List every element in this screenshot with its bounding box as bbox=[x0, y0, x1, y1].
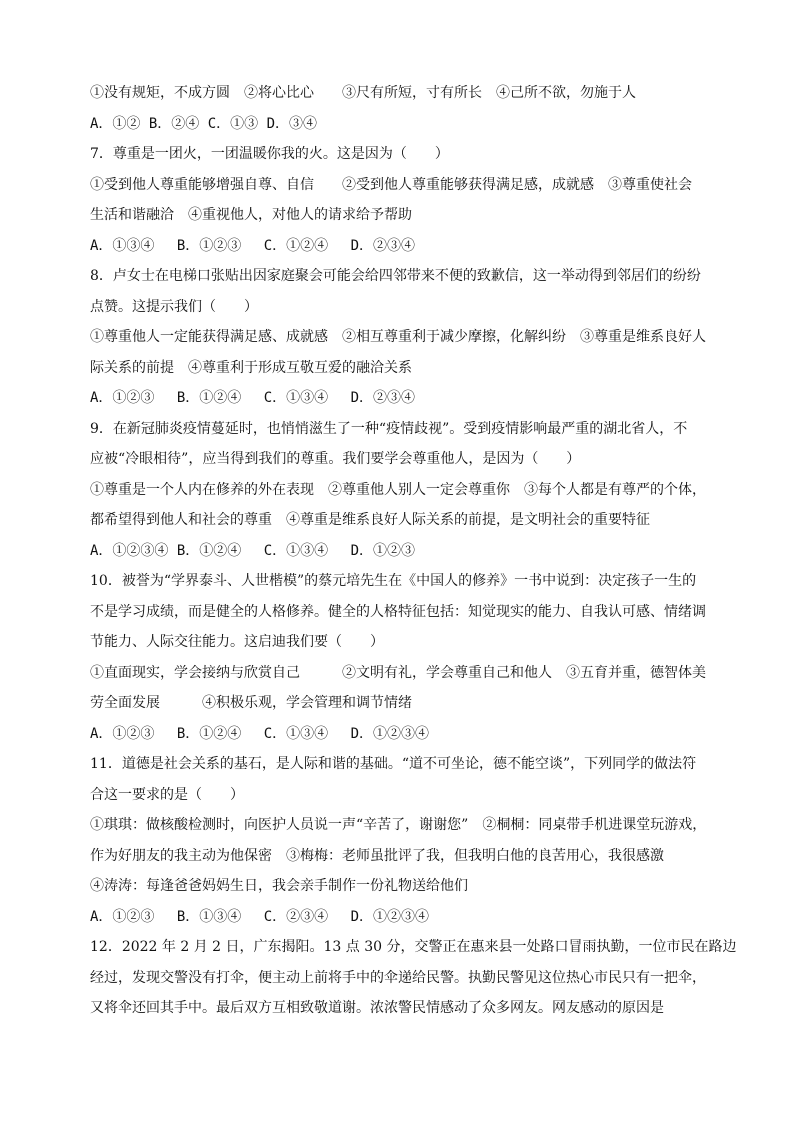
exam-page bbox=[90, 78, 737, 1024]
q9-statements-line1: ①尊重是一个人内在修养的外在表现 ②尊重他人别人一定会尊重你 ③每个人都是有尊严的个体， bbox=[90, 481, 706, 498]
q10-stem-line1: 10．被誉为“学界泰斗、人世楷模”的蔡元培先生在《中国人的修养》一书中说到：决定孩子一生的 bbox=[90, 573, 697, 589]
q10-stem-line2: 不是学习成绩，而是健全的人格修养。健全的人格特征包括：知觉现实的能力、自我认可感、情绪调 bbox=[90, 603, 706, 620]
q8-stem-line1: 8．卢女士在电梯口张贴出因家庭聚会可能会给四邻带来不便的致歉信，这一举动得到邻居们的纷纷 bbox=[90, 268, 701, 284]
q7-statements-line1: ①受到他人尊重能够增强自尊、自信 ②受到他人尊重能够获得满足感，成就感 ③尊重使社会 bbox=[90, 176, 692, 193]
q9-stem-line1: 9．在新冠肺炎疫情蔓延时，也悄悄滋生了一种“疫情歧视”。受到疫情影响最严重的湖北省人，不 bbox=[90, 420, 688, 437]
q9-stem-line2: 应被“冷眼相待”，应当得到我们的尊重。我们要学会尊重他人，是因为（ ） bbox=[90, 451, 581, 467]
q12-stem-line1: 12．2022 年 2 月 2 日，广东揭阳。13 点 30 分，交警正在惠来县一处路口冒雨执勤，一位市民在路边 bbox=[90, 939, 737, 955]
q10-statements-line1: ①直面现实，学会接纳与欣赏自己 ②文明有礼，学会尊重自己和他人 ③五育并重，德智体美 bbox=[90, 664, 706, 681]
q7-options: A．①③④ B．①②③ C．①②④ D．②③④ bbox=[90, 237, 415, 254]
q11-statements-line1: ①琪琪：做核酸检测时，向医护人员说一声“辛苦了，谢谢您” ②桐桐：同桌带手机进课堂玩游戏， bbox=[90, 817, 707, 833]
q8-stem-line2: 点赞。这提示我们（ ） bbox=[90, 298, 258, 315]
q11-options: A．①②③ B．①③④ C．②③④ D．①②③④ bbox=[90, 908, 429, 925]
q8-statements-line1: ①尊重他人一定能获得满足感、成就感 ②相互尊重利于减少摩擦，化解纠纷 ③尊重是维系良好人 bbox=[90, 329, 706, 345]
q8-options: A．①②③ B．①②④ C．①③④ D．②③④ bbox=[90, 390, 415, 406]
q7-statements-line2: 生活和谐融洽 ④重视他人，对他人的请求给予帮助 bbox=[90, 207, 412, 223]
q9-options: A．①②③④ B．①②④ C．①③④ D．①②③ bbox=[90, 542, 415, 559]
q12-stem-line3: 又将伞还回其手中。最后双方互相致敬道谢。浓浓警民情感动了众多网友。网友感动的原因是 bbox=[90, 1000, 664, 1016]
q10-stem-line3: 节能力、人际交往能力。这启迪我们要（ ） bbox=[90, 634, 384, 650]
q7-stem: 7．尊重是一团火，一团温暖你我的火。这是因为（ ） bbox=[90, 146, 449, 162]
q12-stem-line2: 经过，发现交警没有打伞，便主动上前将手中的伞递给民警。执勤民警见这位热心市民只有一把伞， bbox=[90, 969, 706, 986]
q10-statements-line2: 劳全面发展 ④积极乐观，学会管理和调节情绪 bbox=[90, 695, 412, 711]
q11-stem-line1: 11．道德是社会关系的基石，是人际和谐的基础。“道不可坐论，德不能空谈”，下列同学的做法符 bbox=[90, 756, 697, 772]
q8-statements-line2: 际关系的前提 ④尊重利于形成互敬互爱的融洽关系 bbox=[90, 359, 412, 376]
q6-statements: ①没有规矩，不成方圆 ②将心比心 ③尺有所短，寸有所长 ④己所不欲，勿施于人 bbox=[90, 85, 636, 101]
q11-statements-line3: ④涛涛：每逢爸爸妈妈生日，我会亲手制作一份礼物送给他们 bbox=[90, 878, 468, 894]
q9-statements-line2: 都希望得到他人和社会的尊重 ④尊重是维系良好人际关系的前提，是文明社会的重要特征 bbox=[90, 512, 650, 528]
q11-stem-line2: 合这一要求的是（ ） bbox=[90, 786, 244, 803]
q10-options: A．①②③ B．①②④ C．①③④ D．①②③④ bbox=[90, 725, 429, 742]
q6-options: A．①② B．②④ C．①③ D．③④ bbox=[90, 115, 318, 132]
q11-statements-line2: 作为好朋友的我主动为他保密 ③梅梅：老师虽批评了我，但我明白他的良苦用心，我很感激 bbox=[90, 847, 664, 864]
